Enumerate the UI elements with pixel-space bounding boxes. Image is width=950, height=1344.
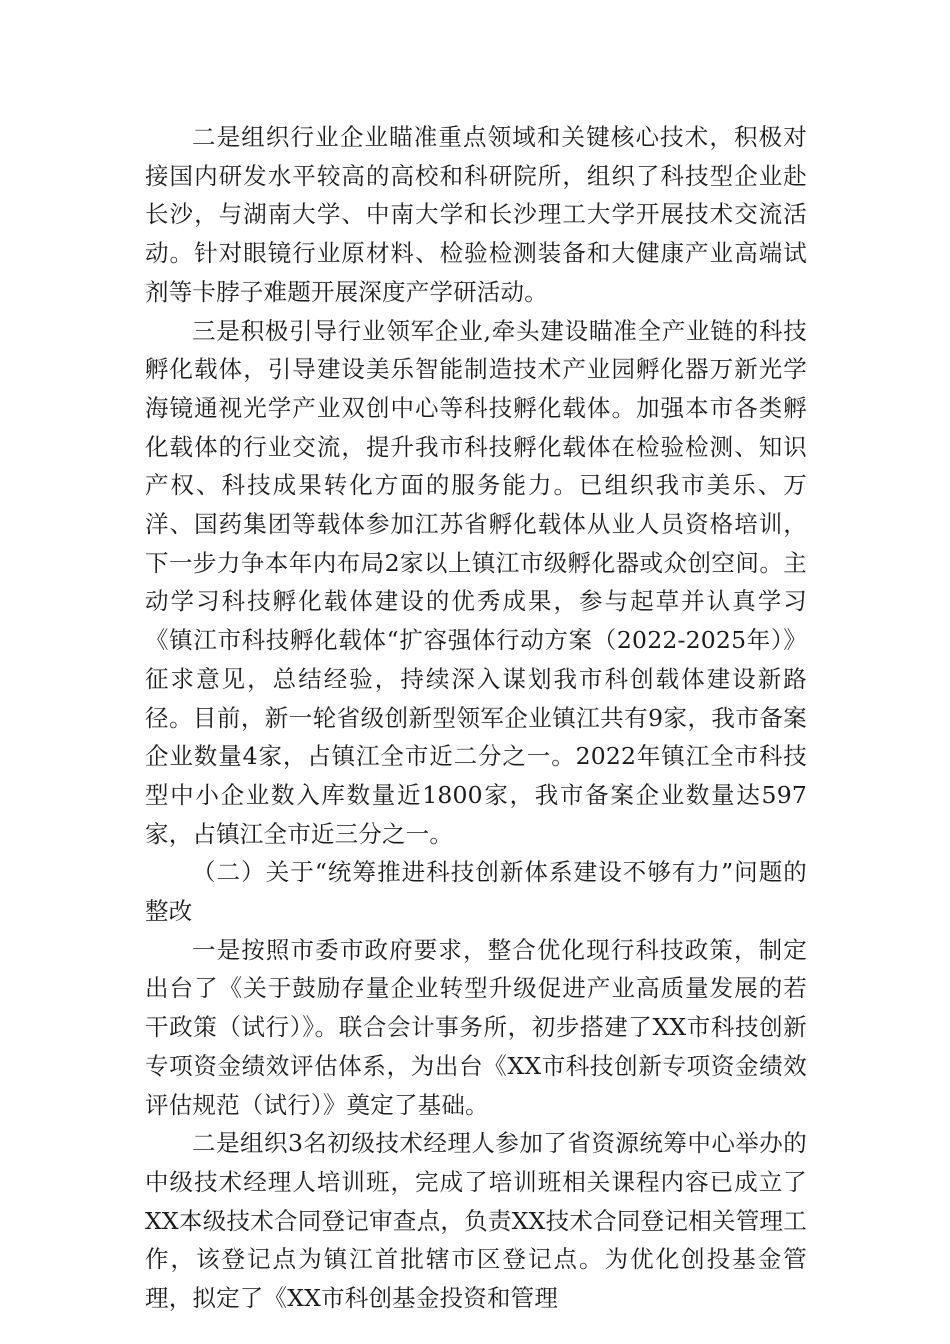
document-body bbox=[145, 118, 807, 1318]
paragraph-incubation-carriers: 三是积极引导行业领军企业,牵头建设瞄准全产业链的科技孵化载体，引导建设美乐智能制造技术产业园孵化器万新光学海镜通视光学产业双创中心等科技孵化载体。加强本市各类孵化载体的行业交流，提升我市科技孵化载体在检验检测、知识产权、科技成果转化方面的服务能力。已组织我市美乐、万洋、国药集团等载体参加江苏省孵化载体从业人员资格培训，下一步力争本年内布局2家以上镇江市级孵化器或众创空间。主动学习科技孵化载体建设的优秀成果，参与起草并认真学习《镇江市科技孵化载体“扩容强体行动方案（2022-2025年）》征求意见，总结经验，持续深入谋划我市科创载体建设新路径。目前，新一轮省级创新型领军企业镇江共有9家，我市备案企业数量4家，占镇江全市近二分之一。2022年镇江全市科技型中小企业数入库数量近1800家，我市备案企业数量达597家，占镇江全市近三分之一。 bbox=[145, 316, 807, 848]
section-heading: （二）关于“统筹推进科技创新体系建设不够有力”问题的整改 bbox=[145, 858, 807, 926]
paragraph-industry-research: 二是组织行业企业瞄准重点领域和关键核心技术，积极对接国内研发水平较高的高校和科研院所，组织了科技型企业赴长沙，与湖南大学、中南大学和长沙理工大学开展技术交流活动。针对眼镜行业原材料、检验检测装备和大健康产业高端试剂等卡脖子难题开展深度产学研活动。 bbox=[145, 123, 807, 306]
paragraph-technology-managers: 二是组织3名初级技术经理人参加了省资源统筹中心举办的中级技术经理人培训班，完成了培训班相关课程内容已成立了XX本级技术合同登记审查点，负责XX技术合同登记相关管理工作，该登记点为镇江首批辖市区登记点。为优化创投基金管理，拟定了《XX市科创基金投资和管理 bbox=[145, 1129, 807, 1313]
paragraph-policy-integration: 一是按照市委市政府要求，整合优化现行科技政策，制定出台了《关于鼓励存量企业转型升级促进产业高质量发展的若干政策（试行）》。联合会计事务所，初步搭建了XX市科技创新专项资金绩效评估体系，为出台《XX市科技创新专项资金绩效评估规范（试行）》奠定了基础。 bbox=[145, 935, 807, 1119]
